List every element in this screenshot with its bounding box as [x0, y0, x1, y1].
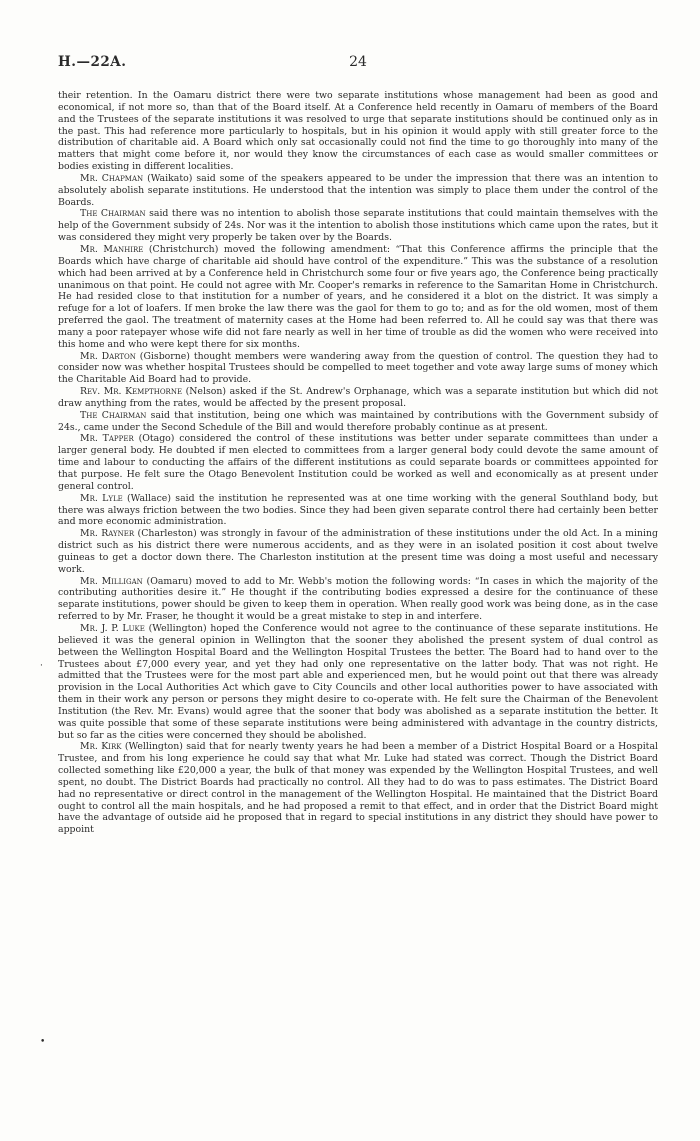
speaker-name: Mr. Tapper — [80, 433, 134, 445]
page-header — [58, 54, 658, 76]
margin-mark: • — [40, 1037, 46, 1047]
page-number: 24 — [349, 54, 367, 70]
paragraph: Mr. Rayner (Charleston) was strongly in favour of the administration of these institutions under the old Act. In a mining district such as his district there were numerous accidents, and as they were in an isolated position it cost about twelve guineas to get a doctor down there. The Charleston institution at the present time was doing a most useful and necessary work. — [58, 528, 658, 575]
paragraph: The Chairman said there was no intention to abolish those separate institutions that could maintain themselves with the help of the Government subsidy of 24s. Nor was it the intention to abolish those institutions which came upon the rates, but it was considered they might very properly be taken over by the Boards. — [58, 208, 658, 244]
speaker-name: Mr. Darton — [80, 350, 136, 362]
paragraph: Mr. Chapman (Waikato) said some of the speakers appeared to be under the impression that there was an intention to absolutely abolish separate institutions. He understood that the intention was simply to place them under the control of the Boards. — [58, 172, 658, 208]
paragraph: Mr. Manhire (Christchurch) moved the following amendment: “That this Conference affirms the principle that the Boards which have charge of charitable aid should have control of the expenditure.” This was the substance of a resolution which had been arrived at by a Conference held in Christchurch some four or five years ago, the Conference being practically unanimous on that point. He could not agree with Mr. Cooper's remarks in reference to the Samaritan Home in Christchurch. He had resided close to that institution for a number of years, and he considered it a blot on the district. It was simply a refuge for a lot of loafers. If men broke the law there was the gaol for them to go to; and as for the old women, most of them preferred the gaol. The treatment of maternity cases at the Home had been referred to. All he could say was that there was many a poor ratepayer whose wife did not fare nearly as well in her time of trouble as did the women who were received into this home and who were kept there for six months. — [58, 243, 658, 350]
paragraph: Mr. Darton (Gisborne) thought members were wandering away from the question of control. The question they had to consider now was whether hospital Trustees should be compelled to meet together and vote away large sums of money which the Charitable Aid Board had to provide. — [58, 350, 658, 386]
speaker-name: Mr. J. P. Luke — [80, 622, 145, 634]
paragraph: Mr. Tapper (Otago) considered the control of these institutions was better under separate committees than under a larger general body. He doubted if men elected to committees from a larger general body could devote the same amount of time and labour to conducting the affairs of the different institutions as could separate boards or committees appointed for that purpose. He felt sure the Otago Benevolent Institution could be worked as well and economically as at present under general control. — [58, 433, 658, 492]
speaker-name: Mr. Lyle — [80, 492, 123, 504]
document-body — [58, 90, 658, 836]
paragraph: Mr. Kirk (Wellington) said that for nearly twenty years he had been a member of a District Hospital Board or a Hospital Trustee, and from his long experience he could say that what Mr. Luke had stated was correct. Though the District Board collected something like £20,000 a year, the bulk of that money was expended by the Wellington Hospital Trustees, and well spent, no doubt. The District Boards had practically no control. All they had to do was to pass estimates. The District Board had no representative or direct control in the management of the Wellington Hospital. He maintained that the District Board ought to control all the main hospitals, and he had proposed a remit to that effect, and in order that the District Board might have the advantage of outside aid he proposed that in regard to special institutions in any district they should have power to appoint — [58, 741, 658, 836]
paragraph: Mr. J. P. Luke (Wellington) hoped the Conference would not agree to the continuance of these separate institutions. He believed it was the general opinion in Wellington that the sooner they abolished the present system of dual control as between the Wellington Hospital Board and the Wellington Hospital Trustees the better. The Board had to hand over to the Trustees about £7,000 every year, and yet they had only one representative on the latter body. That was not right. He admitted that the Trustees were for the most part able and experienced men, but he would point out that there was already provision in the Local Authorities Act which gave to City Councils and other local authorities power to have associated with them in their work any person or persons they might desire to co-operate with. He felt sure the Chairman of the Benevolent Institution (the Rev. Mr. Evans) would agree that the sooner that body was abolished as a separate institution the better. It was quite possible that some of these separate institutions were being administered with advantage in the country districts, but so far as the cities were concerned they should be abolished. — [58, 622, 659, 741]
speaker-name: Rev. Mr. Kempthorne — [80, 386, 183, 398]
speaker-name: Mr. Kirk — [80, 741, 122, 753]
paragraph: Mr. Milligan (Oamaru) moved to add to Mr. Webb's motion the following words: “In cases in which the majority of the contributing authorities desire it.” He thought if the contributing bodies expressed a desire for the continuance of these separate institutions, power should be given to keep them in operation. When really good work was being done, as in the case referred to by Mr. Fraser, he thought it would be a great mistake to step in and interfere. — [58, 575, 658, 623]
speaker-name: The Chairman — [80, 409, 147, 421]
speaker-name: Mr. Rayner — [80, 528, 135, 540]
paragraph: The Chairman said that institution, being one which was maintained by contributions with the Government subsidy of 24s., came under the Second Schedule of the Bill and would therefore probably continue as at present. — [58, 409, 659, 433]
document-reference: H.—22A. — [58, 54, 127, 70]
margin-mark: · — [40, 661, 43, 671]
paragraph: Mr. Lyle (Wallace) said the institution he represented was at one time working with the general Southland body, but there was always friction between the two bodies. Since they had been given separate control there had certainly been better and more economic administration. — [58, 492, 658, 528]
speaker-name: Mr. Manhire — [80, 243, 144, 255]
speaker-name: The Chairman — [80, 208, 146, 220]
paragraph: their retention. In the Oamaru district there were two separate institutions whose management had been as good and economical, if not more so, than that of the Board itself. At a Conference held recently in Oamaru of members of the Board and the Trustees of the separate institutions it was resolved to urge that separate institutions should be continued only as in the past. This had reference more particularly to hospitals, but in his opinion it would apply with still greater force to the distribution of charitable aid. A Board which only sat occasionally could not find the time to go thoroughly into many of the matters that might come before it, nor would they know the circumstances of each case as would smaller committees or bodies existing in different localities. — [58, 90, 658, 173]
speaker-name: Mr. Chapman — [80, 172, 144, 184]
speaker-name: Mr. Milligan — [80, 575, 143, 587]
paragraph: Rev. Mr. Kempthorne (Nelson) asked if the St. Andrew's Orphanage, which was a separate institution but which did not draw anything from the rates, would be affected by the present proposal. — [58, 386, 658, 409]
